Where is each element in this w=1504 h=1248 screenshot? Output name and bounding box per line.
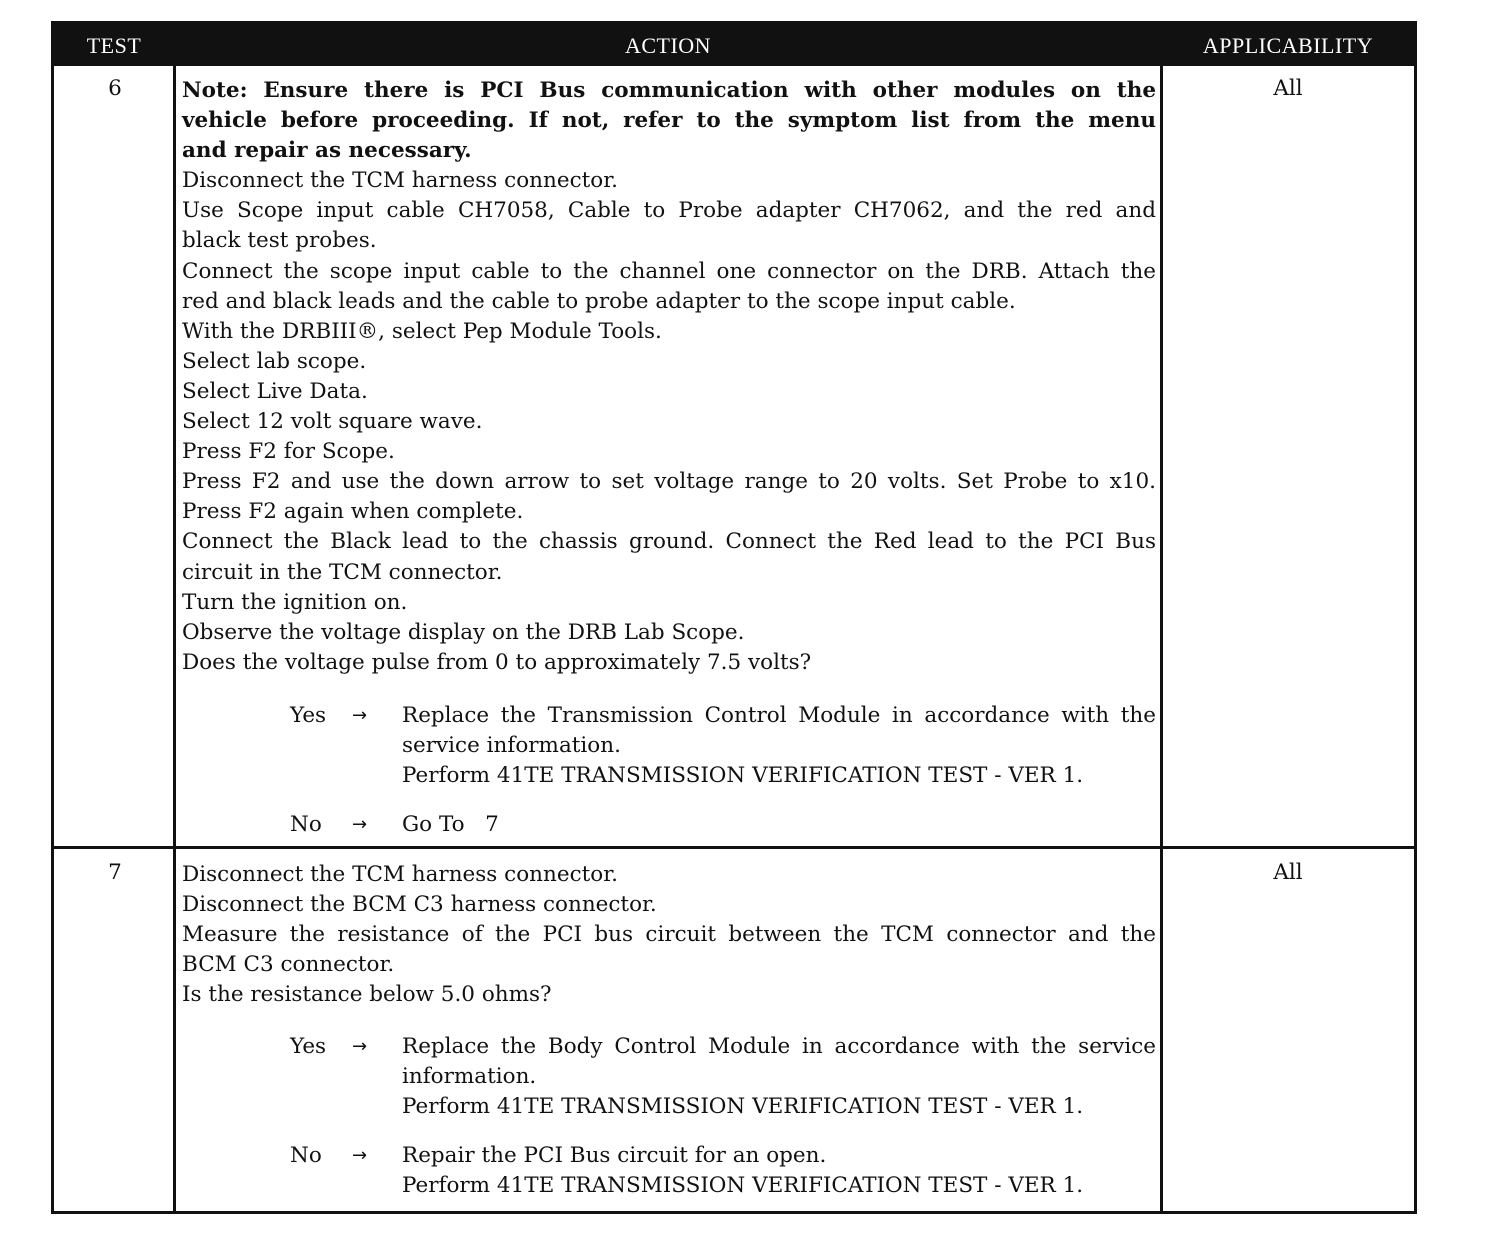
answer-line: Perform 41TE TRANSMISSION VERIFICATION TEST - VER 1. [402,1173,1084,1199]
step-line: Measure the resistance of the PCI bus circuit between the TCM connector and the [182,922,1156,948]
header-action: ACTION [624,33,712,58]
right-arrow-icon: → [352,705,368,726]
step-line: Turn the ignition on. [182,589,408,615]
answer-label: Yes [290,1034,327,1059]
step-line: Is the resistance below 5.0 ohms? [182,982,552,1008]
row-divider [54,846,1414,849]
test-number: 7 [108,860,122,885]
diagnostic-table [51,21,1417,1214]
answer-line: Replace the Transmission Control Module in accordance with the [402,703,1156,728]
answer-yes [290,701,1156,793]
action-cell [182,860,1156,1010]
test-number: 6 [108,76,122,101]
answer-text [402,810,1156,840]
answer-line: Repair the PCI Bus circuit for an open. [402,1143,827,1168]
answer-text [402,701,1156,791]
step-line: Press F2 and use the down arrow to set voltage range to 20 volts. Set Probe to x10. [182,469,1156,495]
note-line: vehicle before proceeding. If not, refer to the symptom list from the menu [182,108,1156,134]
step-line: Disconnect the BCM C3 harness connector. [182,892,657,918]
step-line: Press F2 for Scope. [182,439,395,465]
header-test: TEST [86,33,142,58]
answer-text [402,1032,1156,1122]
action-cell [182,76,1156,678]
answer-label: No [290,1143,322,1168]
step-line: Select 12 volt square wave. [182,409,483,435]
right-arrow-icon: → [352,814,368,835]
step-line: Observe the voltage display on the DRB Lab Scope. [182,619,745,645]
step-line: Disconnect the TCM harness connector. [182,862,618,887]
applicability-value: All [1273,76,1303,101]
step-line: With the DRBIII®, select Pep Module Tools. [182,318,662,344]
note-line: and repair as necessary. [182,138,472,164]
answer-text [402,1141,1156,1201]
step-line: Select Live Data. [182,378,368,404]
column-divider [1160,64,1163,1214]
answer-yes [290,1032,1156,1124]
applicability-value: All [1273,860,1303,885]
step-line: black test probes. [182,228,377,254]
right-arrow-icon: → [352,1036,368,1057]
step-line: Does the voltage pulse from 0 to approximately 7.5 volts? [182,649,812,675]
step-line: Select lab scope. [182,348,367,374]
step-line: Disconnect the TCM harness connector. [182,168,618,194]
answer-line: service information. [402,733,621,759]
step-line: Connect the scope input cable to the channel one connector on the DRB. Attach the [182,258,1156,284]
step-line: red and black leads and the cable to probe adapter to the scope input cable. [182,288,1016,314]
answer-line: Replace the Body Control Module in accordance with the service [402,1034,1156,1059]
step-line: BCM C3 connector. [182,952,395,978]
step-line: Use Scope input cable CH7058, Cable to Probe adapter CH7062, and the red and [182,198,1156,224]
answer-line: information. [402,1064,537,1090]
note-line: Note: Ensure there is PCI Bus communication with other modules on the [182,78,1156,103]
answer-line: Go To 7 [402,812,499,837]
step-line: Press F2 again when complete. [182,499,524,525]
answer-line: Perform 41TE TRANSMISSION VERIFICATION TEST - VER 1. [402,763,1084,789]
answer-label: Yes [290,703,327,728]
header-applicability: APPLICABILITY [1202,33,1374,58]
step-line: circuit in the TCM connector. [182,559,503,585]
answer-no [290,810,1156,842]
answer-label: No [290,812,322,837]
step-line: Connect the Black lead to the chassis ground. Connect the Red lead to the PCI Bus [182,529,1156,555]
answer-line: Perform 41TE TRANSMISSION VERIFICATION TEST - VER 1. [402,1094,1084,1120]
right-arrow-icon: → [352,1145,368,1166]
table-header [54,24,1414,66]
answer-no [290,1141,1156,1203]
column-divider [173,64,176,1214]
